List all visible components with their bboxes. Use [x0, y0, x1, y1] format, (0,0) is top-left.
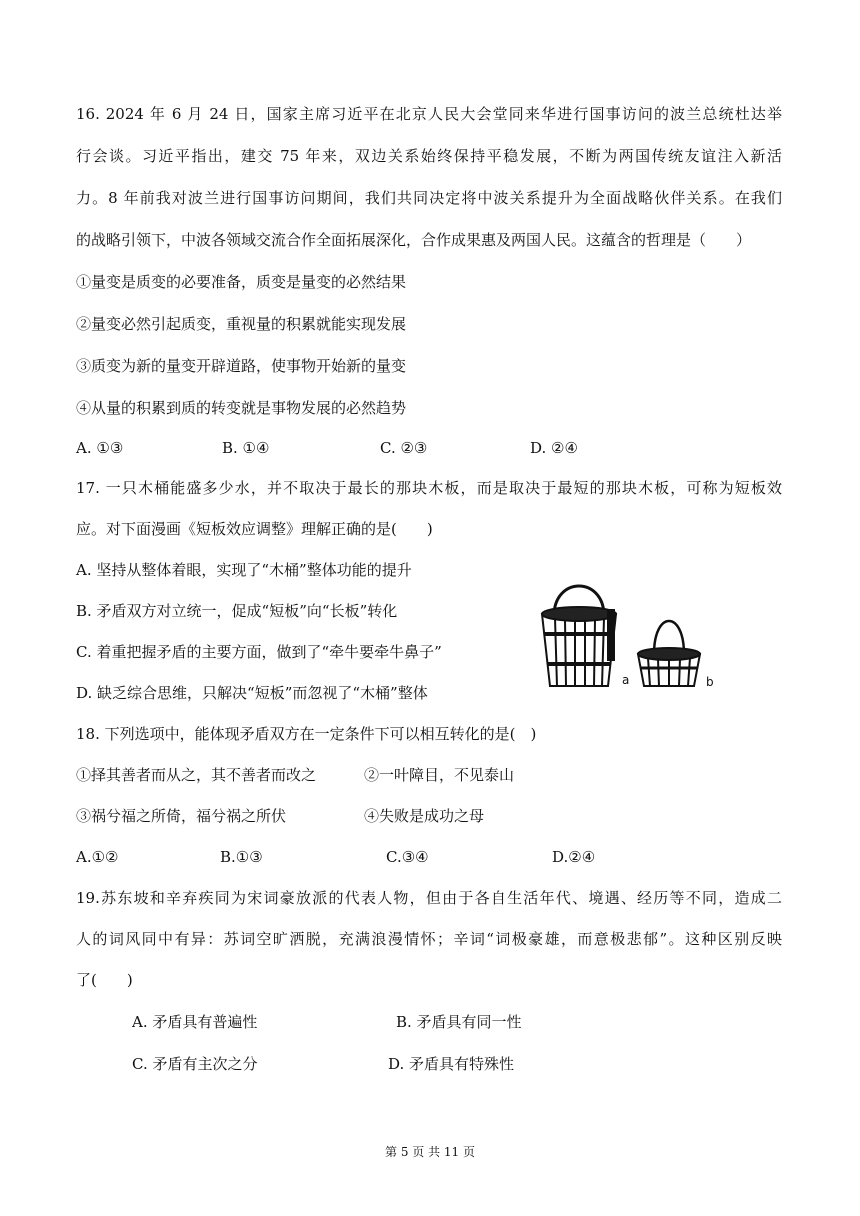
q17-option-a[interactable]: A. 坚持从整体着眼，实现了“木桶”整体功能的提升 [76, 561, 412, 579]
q19-stem-line-3: 了( ) [76, 971, 133, 989]
q18-option-c[interactable]: C.③④ [386, 848, 429, 866]
q17-option-c[interactable]: C. 着重把握矛盾的主要方面，做到了“牵牛要牵牛鼻子” [76, 643, 442, 661]
q18-item-4: ④失败是成功之母 [364, 807, 485, 825]
q17-option-d[interactable]: D. 缺乏综合思维，只解决“短板”而忽视了“木桶”整体 [76, 684, 428, 702]
q18-option-d[interactable]: D.②④ [552, 848, 596, 866]
q16-option-a[interactable]: A. ①③ [76, 439, 124, 457]
figure-label-b: b [706, 675, 714, 689]
q16-stem-line-3: 力。8 年前我对波兰进行国事访问期间，我们共同决定将中波关系提升为全面战略伙伴关系。在我们 [76, 189, 782, 207]
q18-option-b[interactable]: B.①③ [220, 848, 263, 866]
large-bucket-drawing [542, 586, 616, 686]
q17-option-b[interactable]: B. 矛盾双方对立统一，促成“短板”向“长板”转化 [76, 602, 398, 620]
q16-option-b[interactable]: B. ①④ [222, 439, 270, 457]
page-footer: 第 5 页 共 11 页 [385, 1145, 475, 1159]
q16-item-1: ①量变是质变的必要准备，质变是量变的必然结果 [76, 273, 407, 291]
q16-item-3: ③质变为新的量变开辟道路，使事物开始新的量变 [76, 357, 407, 375]
q18-item-3: ③祸兮福之所倚，福兮祸之所伏 [76, 807, 287, 825]
q19-option-b[interactable]: B. 矛盾具有同一性 [396, 1013, 522, 1031]
q18-item-1: ①择其善者而从之，其不善者而改之 [76, 766, 317, 784]
q19-stem-line-1: 19.苏东坡和辛弃疾同为宋词豪放派的代表人物，但由于各自生活年代、境遇、经历等不同，造成二 [76, 889, 782, 907]
q16-option-d[interactable]: D. ②④ [530, 439, 578, 457]
q19-option-d[interactable]: D. 矛盾具有特殊性 [388, 1055, 515, 1073]
bucket-cartoon-figure [530, 576, 720, 696]
q16-item-2: ②量变必然引起质变，重视量的积累就能实现发展 [76, 315, 407, 333]
q17-stem-line-2: 应。对下面漫画《短板效应调整》理解正确的是( ) [76, 520, 433, 538]
q16-item-4: ④从量的积累到质的转变就是事物发展的必然趋势 [76, 399, 407, 417]
q19-stem-line-2: 人的词风同中有异：苏词空旷洒脱，充满浪漫情怀；辛词“词极豪雄，而意极悲郁”。这种区别反映 [76, 930, 782, 948]
q17-stem-line-1: 17. 一只木桶能盛多少水，并不取决于最长的那块木板，而是取决于最短的那块木板，可称为短板效 [76, 479, 782, 497]
q19-option-c[interactable]: C. 矛盾有主次之分 [132, 1055, 258, 1073]
q16-stem-line-2: 行会谈。习近平指出，建交 75 年来，双边关系始终保持平稳发展，不断为两国传统友谊注入新活 [76, 147, 782, 165]
q19-option-a[interactable]: A. 矛盾具有普遍性 [132, 1013, 258, 1031]
small-bucket-drawing [638, 621, 700, 686]
q16-stem-line-1: 16. 2024 年 6 月 24 日，国家主席习近平在北京人民大会堂同来华进行国事访问的波兰总统杜达举 [76, 105, 782, 123]
q16-option-c[interactable]: C. ②③ [380, 439, 428, 457]
q18-option-a[interactable]: A.①② [76, 848, 119, 866]
q18-item-2: ②一叶障目，不见泰山 [364, 766, 515, 784]
q16-stem-line-4: 的战略引领下，中波各领域交流合作全面拓展深化，合作成果惠及两国人民。这蕴含的哲理是（ ） [76, 231, 752, 249]
q18-stem-line-1: 18. 下列选项中，能体现矛盾双方在一定条件下可以相互转化的是( ) [76, 725, 537, 743]
figure-label-a: a [622, 673, 630, 687]
